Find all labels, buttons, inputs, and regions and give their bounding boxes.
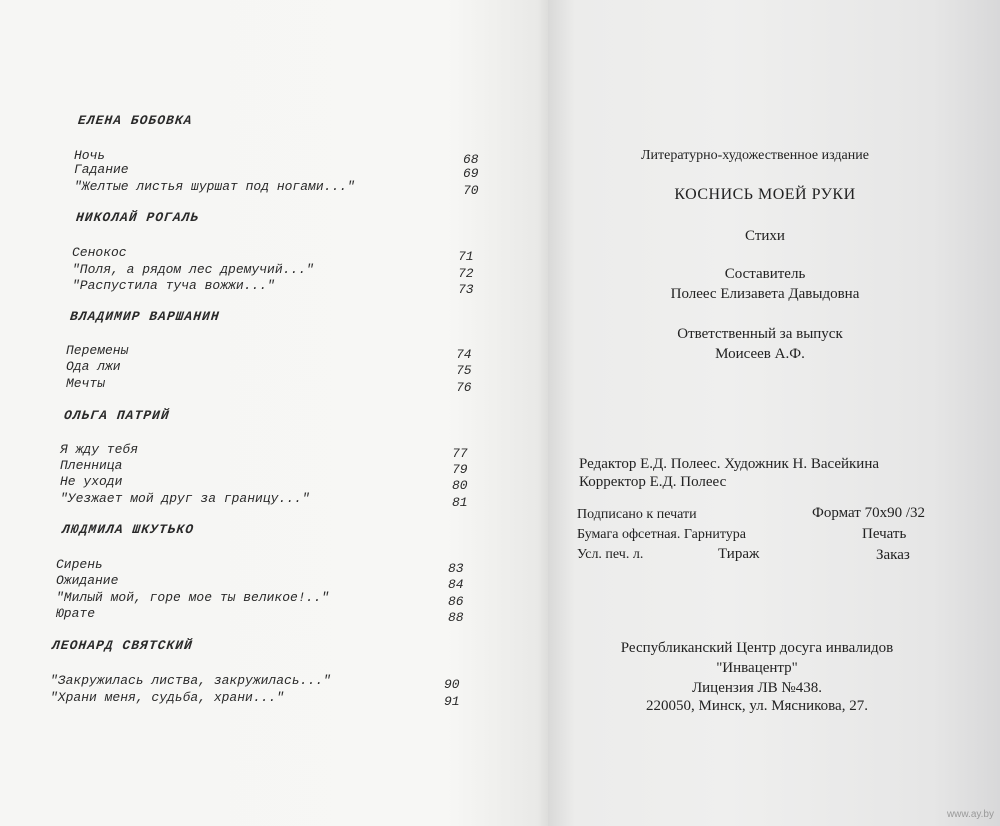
- toc-entry-page: 86: [448, 594, 464, 609]
- toc-entry-page: 69: [463, 166, 479, 181]
- toc-entry-page: 81: [452, 495, 468, 510]
- section-author: ОЛЬГА ПАТРИЙ: [63, 408, 171, 423]
- toc-entry-title: Сенокос: [72, 245, 127, 260]
- toc-entry-title: "Милый мой, горе мое ты великое!..": [56, 590, 330, 605]
- toc-entry-title: "Храни меня, судьба, храни...": [50, 690, 285, 705]
- format-label: Формат 70х90 /32: [812, 505, 926, 521]
- toc-entry-title: Юрате: [56, 606, 96, 621]
- toc-entry-title: "Распустила туча вожжи...": [72, 278, 275, 293]
- toc-entry-title: Ночь: [74, 148, 106, 163]
- book-title: КОСНИСЬ МОЕЙ РУКИ: [674, 186, 856, 203]
- toc-entry-title: Пленница: [60, 458, 123, 473]
- section-author: ЛЕОНАРД СВЯТСКИЙ: [51, 638, 194, 653]
- toc-entry-title: Ода лжи: [66, 359, 121, 374]
- toc-entry-title: "Поля, а рядом лес дремучий...": [72, 262, 314, 277]
- toc-entry-page: 91: [444, 694, 460, 709]
- proofreader-line: Корректор Е.Д. Полеес: [579, 474, 727, 490]
- toc-entry-page: 79: [452, 462, 468, 477]
- toc-entry-page: 76: [456, 380, 472, 395]
- license: Лицензия ЛВ №438.: [691, 680, 822, 696]
- toc-entry-title: Перемены: [66, 343, 129, 358]
- toc-entry-page: 72: [458, 266, 474, 281]
- toc-entry-title: Не уходи: [60, 474, 123, 489]
- toc-entry-page: 71: [458, 249, 474, 264]
- toc-entry-page: 70: [463, 183, 479, 198]
- signed-label: Подписано к печати: [577, 507, 697, 522]
- section-author: ЕЛЕНА БОБОВКА: [77, 113, 194, 128]
- section-author: ЛЮДМИЛА ШКУТЬКО: [61, 522, 195, 537]
- circulation-label: Тираж: [718, 546, 760, 562]
- print-label: Печать: [862, 526, 907, 542]
- compiler-name: Полеес Елизавета Давыдовна: [670, 286, 860, 302]
- toc-entry-page: 90: [444, 677, 460, 692]
- toc-entry-title: Сирень: [56, 557, 103, 572]
- toc-entry-page: 83: [448, 561, 464, 576]
- responsible-label: Ответственный за выпуск: [677, 326, 843, 342]
- toc-entry-title: Гадание: [74, 162, 129, 177]
- editor-line: Редактор Е.Д. Полеес. Художник Н. Васейкина: [579, 456, 880, 472]
- toc-entry-title: "Желтые листья шуршат под ногами...": [74, 179, 355, 194]
- toc-entry-page: 73: [458, 282, 474, 297]
- compiler-label: Составитель: [724, 266, 806, 282]
- paper-label: Бумага офсетная. Гарнитура: [577, 527, 746, 542]
- toc-entry-title: "Уезжает мой друг за границу...": [60, 491, 310, 506]
- toc-entry-title: Мечты: [66, 376, 106, 391]
- toc-entry-title: Ожидание: [56, 573, 119, 588]
- address: 220050, Минск, ул. Мясникова, 27.: [646, 698, 868, 714]
- toc-entry-page: 77: [452, 446, 468, 461]
- responsible-name: Моисеев А.Ф.: [715, 346, 805, 362]
- toc-entry-title: "Закружилась листва, закружилась...": [50, 673, 331, 688]
- section-author: ВЛАДИМИР ВАРШАНИН: [69, 309, 221, 324]
- section-author: НИКОЛАЙ РОГАЛЬ: [75, 210, 201, 225]
- order-label: Заказ: [876, 547, 910, 563]
- toc-entry-page: 74: [456, 347, 472, 362]
- toc-entry-title: Я жду тебя: [60, 442, 139, 457]
- edition-type: Литературно-художественное издание: [641, 148, 869, 163]
- watermark: www.ay.by: [946, 809, 994, 820]
- toc-entry-page: 88: [448, 610, 464, 625]
- toc-entry-page: 84: [448, 577, 464, 592]
- publisher: Республиканский Центр досуга инвалидов: [620, 640, 894, 656]
- toc-entry-page: 80: [452, 478, 468, 493]
- genre: Стихи: [745, 228, 785, 244]
- sheets-label: Усл. печ. л.: [577, 547, 644, 562]
- publisher-name: "Инвацентр": [716, 660, 798, 676]
- toc-entry-page: 68: [463, 152, 479, 167]
- toc-entry-page: 75: [456, 363, 472, 378]
